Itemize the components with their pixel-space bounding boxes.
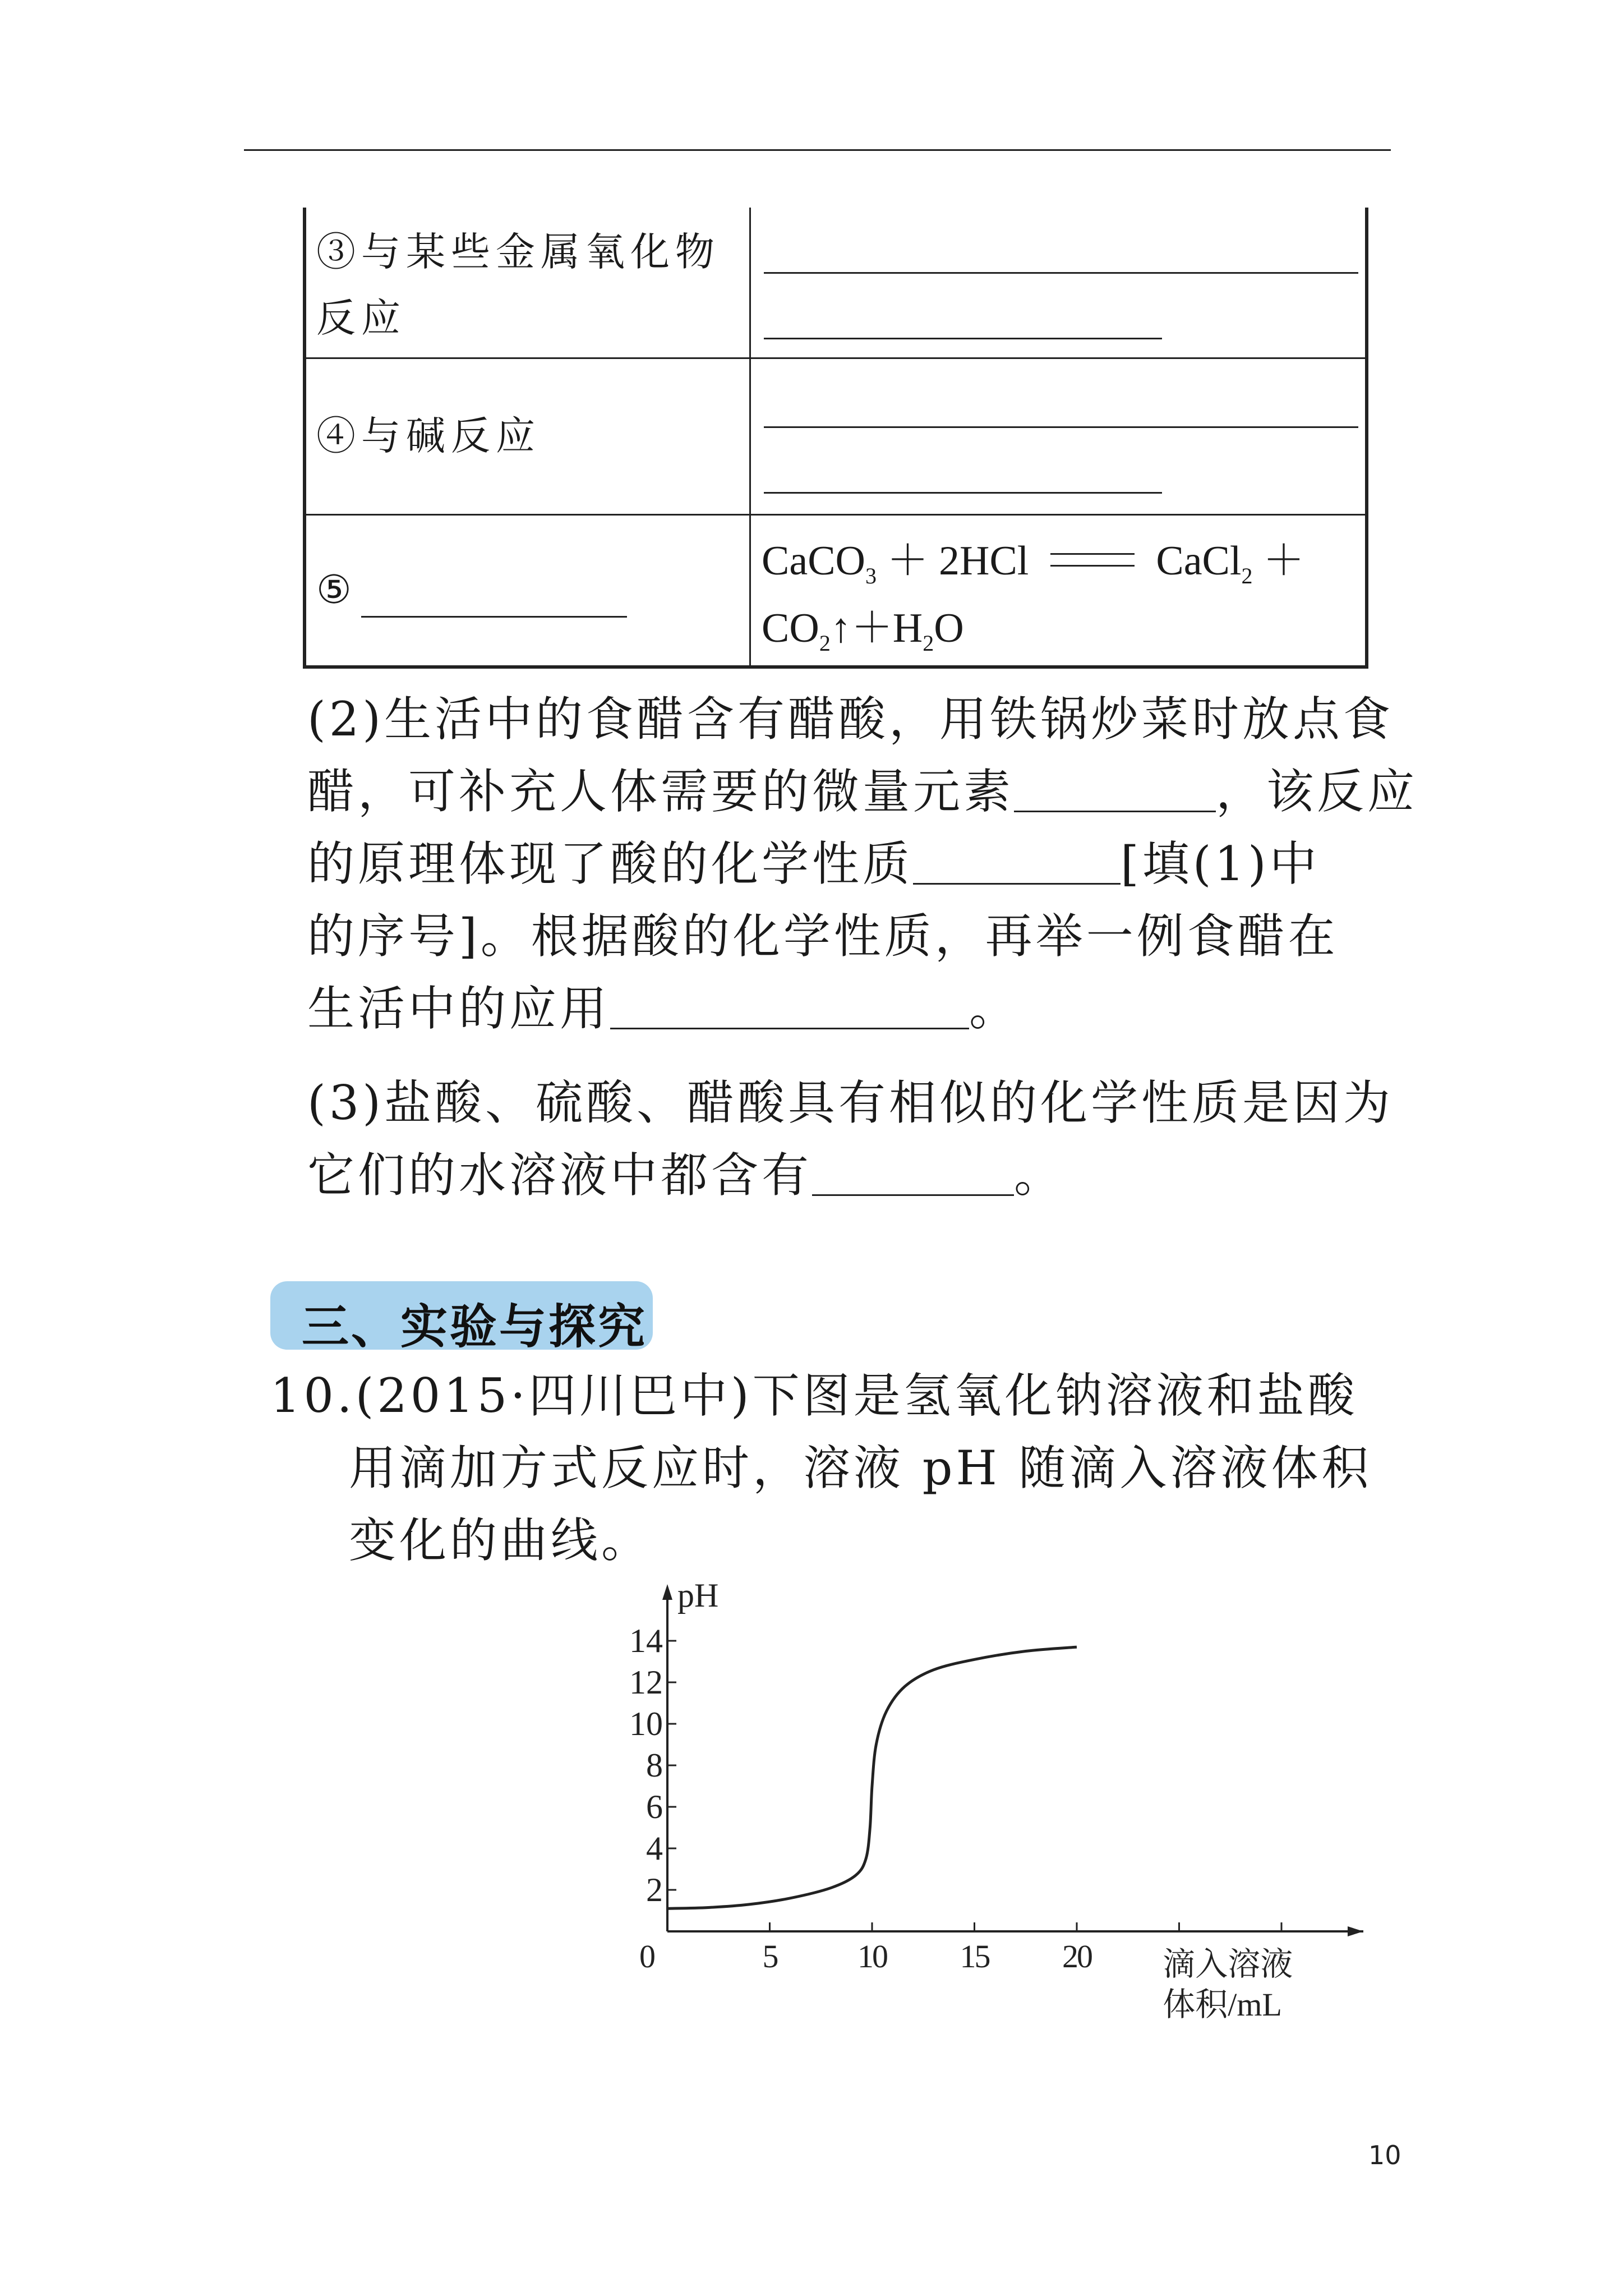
x-axis-label-line1: 滴入溶液 bbox=[1163, 1946, 1293, 1982]
text-line bbox=[307, 973, 1373, 1045]
y-tick-label: 2 bbox=[646, 1871, 663, 1908]
answer-blank[interactable] bbox=[1014, 811, 1216, 812]
reaction-equation-line1: CaCO$_3$ ＋ 2HCl CaCl$_2$ ＋ bbox=[762, 538, 1304, 588]
answer-blank[interactable] bbox=[812, 1194, 1014, 1196]
text-segment: (3)盐酸、硫酸、醋酸具有相似的化学性质是因为 bbox=[307, 1075, 1394, 1130]
answer-blank[interactable] bbox=[764, 272, 1358, 274]
x-axis-arrow bbox=[1348, 1926, 1363, 1936]
origin-label: 0 bbox=[639, 1938, 656, 1975]
x-tick-label: 10 bbox=[857, 1938, 887, 1975]
text-segment: 。 bbox=[969, 981, 1020, 1036]
text-line bbox=[307, 756, 1418, 828]
table-row-label: ③与某些金属氧化物 反应 bbox=[316, 229, 720, 341]
text-segment: 的序号]。根据酸的化学性质，再举一例食醋在 bbox=[307, 909, 1339, 964]
text-segment: ，该反应 bbox=[1216, 764, 1418, 819]
text-segment: [填(1)中 bbox=[1121, 836, 1320, 891]
y-axis-label: pH bbox=[677, 1577, 719, 1614]
y-tick-label: 6 bbox=[646, 1788, 663, 1825]
text-line bbox=[307, 828, 1373, 900]
text-line bbox=[307, 1067, 1394, 1139]
ph-curve-chart bbox=[594, 1571, 1293, 2042]
page-number: 10 bbox=[1368, 2140, 1401, 2170]
text-segment: 生活中的应用 bbox=[307, 981, 611, 1036]
text-line bbox=[307, 1139, 1373, 1212]
text-segment: 它们的水溶液中都含有 bbox=[307, 1148, 813, 1203]
question-3 bbox=[307, 1067, 1394, 1212]
y-tick-label: 4 bbox=[646, 1830, 663, 1867]
text-segment: 的原理体现了酸的化学性质 bbox=[307, 836, 914, 891]
x-tick-label: 15 bbox=[960, 1938, 989, 1975]
header-rule bbox=[244, 149, 1391, 151]
y-axis-arrow bbox=[662, 1584, 672, 1600]
text-segment: 醋，可补充人体需要的微量元素 bbox=[307, 764, 1015, 819]
x-tick-label: 5 bbox=[762, 1938, 777, 1975]
question-2 bbox=[307, 683, 1418, 1045]
table-row-label: ⑤ bbox=[316, 567, 357, 613]
answer-blank[interactable] bbox=[764, 492, 1162, 494]
y-tick-label: 14 bbox=[629, 1622, 663, 1659]
answer-blank[interactable] bbox=[764, 426, 1358, 428]
y-tick-label: 8 bbox=[646, 1747, 663, 1784]
reaction-equation-line2: $CO_2↑+H_2O$ bbox=[762, 605, 964, 656]
question-10: 10.(2015·四川巴中)下图是氢氧化钠溶液和盐酸 用滴加方式反应时，溶液 pH 随滴入溶液体积 变化的曲线。 bbox=[270, 1368, 1372, 1568]
acid-properties-table bbox=[303, 208, 1368, 669]
answer-blank[interactable] bbox=[610, 1028, 969, 1029]
answer-blank[interactable] bbox=[913, 883, 1121, 885]
text-segment: (2)生活中的食醋含有醋酸，用铁锅炒菜时放点食 bbox=[307, 692, 1394, 747]
section-heading: 三、实验与探究 bbox=[270, 1281, 653, 1350]
equals-sign bbox=[1050, 553, 1135, 567]
table-row-label: ④与碱反应 bbox=[316, 413, 541, 459]
answer-blank[interactable] bbox=[764, 338, 1162, 339]
ph-curve-line bbox=[667, 1647, 1077, 1908]
text-line bbox=[307, 900, 1373, 973]
x-tick-label: 20 bbox=[1062, 1938, 1091, 1975]
y-tick-label: 10 bbox=[629, 1705, 663, 1742]
x-axis-label-line2: 体积/mL bbox=[1163, 1986, 1282, 2023]
text-segment: 。 bbox=[1014, 1148, 1065, 1203]
answer-blank[interactable] bbox=[361, 616, 627, 618]
y-tick-label: 12 bbox=[629, 1664, 663, 1701]
text-line bbox=[307, 683, 1394, 756]
